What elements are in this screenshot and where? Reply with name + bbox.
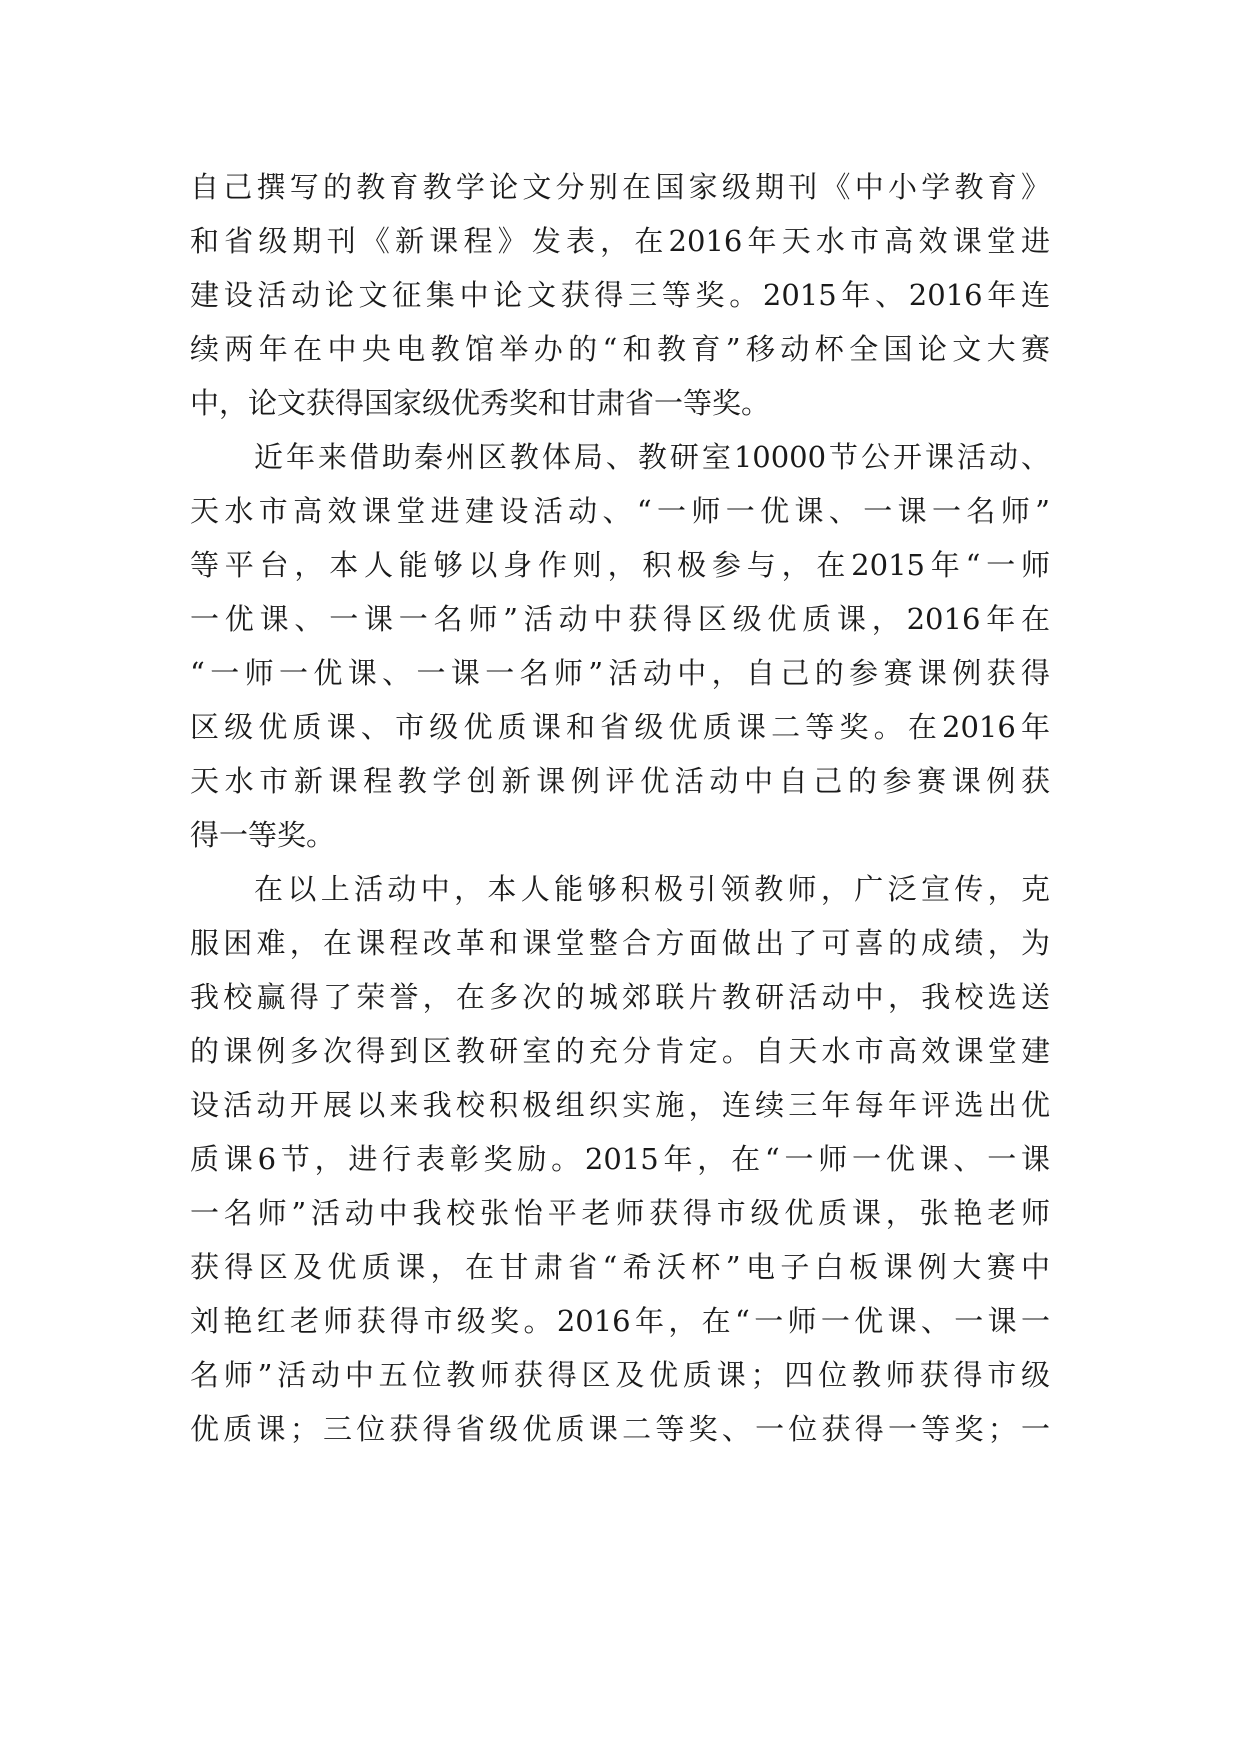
text-line: 续两年在中央电教馆举办的“和教育”移动杯全国论文大赛 bbox=[190, 332, 1050, 366]
text-line: “一师一优课、一课一名师”活动中，自己的参赛课例获得 bbox=[190, 656, 1050, 690]
text-line: 刘艳红老师获得市级奖。2016年，在“一师一优课、一课一 bbox=[190, 1304, 1050, 1338]
paragraph-2 bbox=[190, 430, 1050, 862]
text-line: 质课6节，进行表彰奖励。2015年，在“一师一优课、一课 bbox=[190, 1142, 1050, 1176]
text-line: 获得区及优质课，在甘肃省“希沃杯”电子白板课例大赛中 bbox=[190, 1250, 1050, 1284]
text-line: 建设活动论文征集中论文获得三等奖。2015年、2016年连 bbox=[190, 278, 1050, 312]
text-line: 天水市高效课堂进建设活动、“一师一优课、一课一名师” bbox=[190, 494, 1050, 528]
text-line: 在以上活动中，本人能够积极引领教师，广泛宣传，克 bbox=[254, 872, 1050, 906]
paragraph-1 bbox=[190, 160, 1050, 430]
text-line: 中，论文获得国家级优秀奖和甘肃省一等奖。 bbox=[190, 386, 771, 420]
text-line: 设活动开展以来我校积极组织实施，连续三年每年评选出优 bbox=[190, 1088, 1050, 1122]
text-line: 一名师”活动中我校张怡平老师获得市级优质课，张艳老师 bbox=[190, 1196, 1050, 1230]
text-line: 和省级期刊《新课程》发表，在2016年天水市高效课堂进 bbox=[190, 224, 1050, 258]
text-line: 优质课；三位获得省级优质课二等奖、一位获得一等奖；一 bbox=[190, 1412, 1050, 1446]
text-line: 自己撰写的教育教学论文分别在国家级期刊《中小学教育》 bbox=[190, 170, 1050, 204]
text-line: 名师”活动中五位教师获得区及优质课；四位教师获得市级 bbox=[190, 1358, 1050, 1392]
text-line: 等平台，本人能够以身作则，积极参与，在2015年“一师 bbox=[190, 548, 1050, 582]
text-line: 我校赢得了荣誉，在多次的城郊联片教研活动中，我校选送 bbox=[190, 980, 1050, 1014]
text-line: 服困难，在课程改革和课堂整合方面做出了可喜的成绩，为 bbox=[190, 926, 1050, 960]
text-line: 近年来借助秦州区教体局、教研室10000节公开课活动、 bbox=[254, 440, 1050, 474]
body-text bbox=[190, 160, 1050, 1456]
text-line: 区级优质课、市级优质课和省级优质课二等奖。在2016年 bbox=[190, 710, 1050, 744]
text-line: 天水市新课程教学创新课例评优活动中自己的参赛课例获 bbox=[190, 764, 1050, 798]
paragraph-3 bbox=[190, 862, 1050, 1456]
text-line: 一优课、一课一名师”活动中获得区级优质课，2016年在 bbox=[190, 602, 1050, 636]
text-line: 得一等奖。 bbox=[190, 818, 336, 852]
text-line: 的课例多次得到区教研室的充分肯定。自天水市高效课堂建 bbox=[190, 1034, 1050, 1068]
